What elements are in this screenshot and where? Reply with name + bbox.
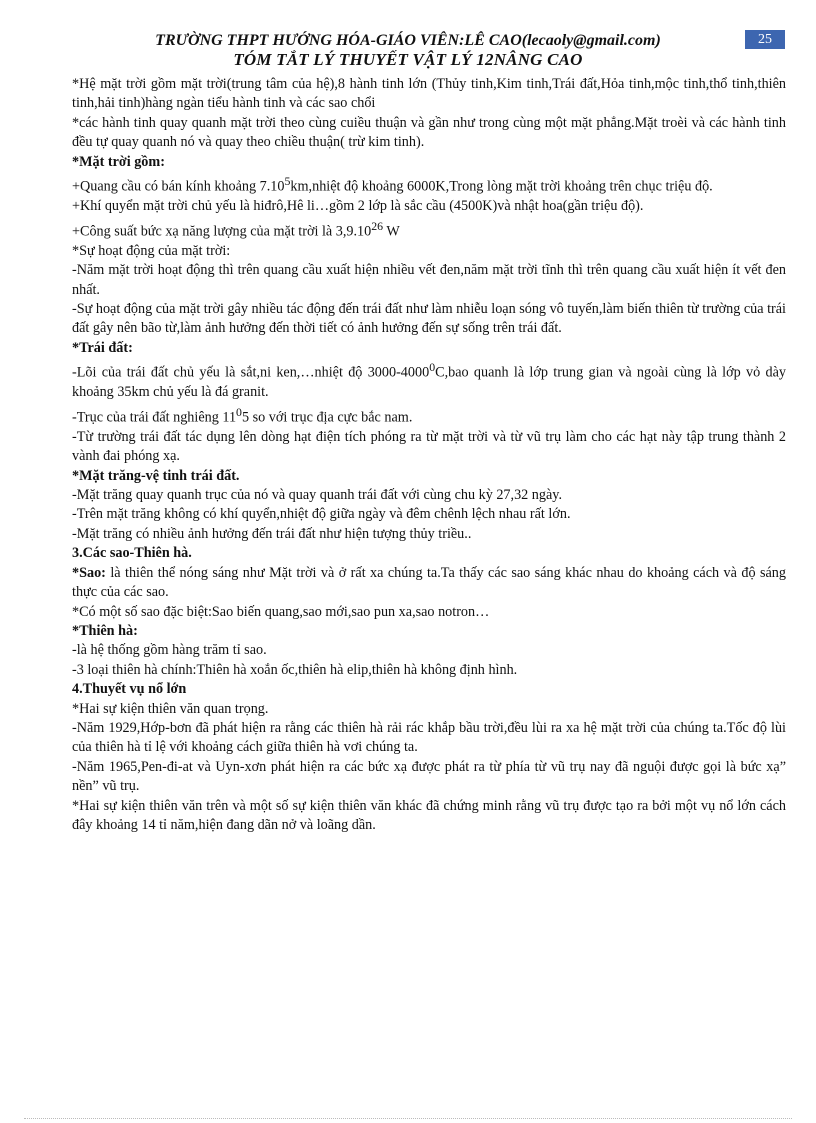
text-fragment: 5 so với trục địa cực bắc nam. (241, 409, 413, 426)
heading-moon: *Mặt trăng-vệ tinh trái đất. (72, 467, 240, 484)
paragraph-big-bang-2: -Năm 1929,Hớp-bơn đã phát hiện ra rằng các thiên hà rải rác khắp bầu trời,đều lùi ra xa hệ mặt trời của chúng ta.Tốc độ lùi của thiên hà tỉ lệ với khoảng cách giữa thiên hà vơi chúng ta. (72, 719, 786, 756)
text-fragment: W (383, 223, 400, 240)
paragraph-galaxy-1: -là hệ thống gồm hàng trăm tỉ sao. (72, 642, 267, 659)
paragraph-big-bang-3: -Năm 1965,Pen-đi-at và Uyn-xơn phát hiện ra các bức xạ được phát ra từ phía từ vũ trụ nay đã nguội được gọi là bức xạ” nền” vũ trụ. (72, 758, 786, 795)
page-header (0, 32, 816, 69)
text-fragment: là thiên thể nóng sáng như Mặt trời và ở rất xa chúng ta.Ta thấy các sao sáng khác nhau do khoảng cách và độ sáng thực của các sao. (72, 564, 786, 601)
text-fragment: -Lõi của trái đất chủ yếu là sắt,ni ken,…nhiệt độ 3000-4000 (72, 364, 430, 381)
superscript: 5 (284, 174, 291, 189)
paragraph-big-bang-1: *Hai sự kiện thiên văn quan trọng. (72, 700, 269, 717)
header-school-line: TRƯỜNG THPT HƯỚNG HÓA-GIÁO VIÊN:LÊ CAO(lecaoly@gmail.com) (155, 32, 661, 49)
page-bottom-divider (24, 1118, 792, 1119)
text-fragment: C,bao quanh là lớp trung gian và ngoài cùng là lớp vỏ dày khoảng 35km chủ yếu là đá granit. (72, 364, 786, 401)
paragraph-stars (72, 564, 786, 603)
paragraph-sun-power (72, 217, 786, 242)
text-fragment: +Công suất bức xạ năng lượng của mặt trời là 3,9.10 (72, 223, 372, 240)
heading-earth: *Trái đất: (72, 339, 133, 356)
paragraph-solar-system: *Hệ mặt trời gồm mặt trời(trung tâm của hệ),8 hành tinh lớn (Thủy tinh,Kim tinh,Trái đất,Hỏa tinh,mộc tinh,thổ tinh,thiên tinh,hải tinh)hàng ngàn tiểu hành tinh và các sao chổi (72, 76, 786, 112)
paragraph-earth-core (72, 358, 786, 403)
page-number: 25 (745, 30, 785, 49)
superscript: 0 (429, 360, 436, 375)
paragraph-moon-1: -Mặt trăng quay quanh trục của nó và quay quanh trái đất với cùng chu kỳ 27,32 ngày. (72, 487, 563, 504)
paragraph-sun-activity-2: -Sự hoạt động của mặt trời gây nhiều tác động đến trái đất như làm nhiễu loạn sóng vô tuyến,làm biến thiên từ trường của trái đất gây nên bão từ,làm ảnh hưởng đến thời tiết có ảnh hưởng đến sự sống trên trái đất. (72, 300, 786, 337)
superscript: 26 (371, 218, 384, 233)
heading-section-4: 4.Thuyết vụ nổ lớn (72, 681, 187, 698)
paragraph-planet-orbits: *các hành tinh quay quanh mặt trời theo cùng cuiều thuận và gần như trong cùng một mặt phẳng.Mặt troèi và các hành tinh đều tự quay quanh nó và quay theo chiều thuận( trừ kim tinh). (72, 114, 786, 151)
header-title: TÓM TẮT LÝ THUYẾT VẬT LÝ 12NÂNG CAO (233, 50, 583, 69)
paragraph-earth-magnetic: -Từ trường trái đất tác dụng lên dòng hạt điện tích phóng ra từ mặt trời và từ vũ trụ làm cho các hạt này tập trung thành 2 vành đai phóng xạ. (72, 428, 786, 465)
stars-label: *Sao: (72, 564, 106, 581)
heading-galaxy: *Thiên hà: (72, 622, 138, 639)
superscript: 0 (236, 404, 242, 419)
document-body (72, 75, 786, 835)
text-fragment: +Quang cầu có bán kính khoảng 7.10 (72, 178, 285, 195)
paragraph-sun-activity-heading: *Sự hoạt động của mặt trời: (72, 242, 231, 259)
heading-sun: *Mặt trời gồm: (72, 153, 165, 170)
paragraph-special-stars: *Có một số sao đặc biệt:Sao biến quang,sao mới,sao pun xa,sao notron… (72, 603, 490, 620)
heading-section-3: 3.Các sao-Thiên hà. (72, 545, 192, 562)
paragraph-sun-photosphere (72, 172, 786, 197)
paragraph-galaxy-2: -3 loại thiên hà chính:Thiên hà xoắn ốc,thiên hà elip,thiên hà không định hình. (72, 661, 518, 678)
text-fragment: -Trục của trái đất nghiêng 11 (72, 409, 237, 426)
paragraph-sun-activity-1: -Năm mặt trời hoạt động thì trên quang cầu xuất hiện nhiều vết đen,năm mặt trời tĩnh thì trên quang cầu xuất hiện ít vết đen nhất. (72, 262, 786, 298)
text-fragment: km,nhiệt độ khoảng 6000K,Trong lòng mặt trời khoảng trên chục triệu độ. (290, 178, 713, 195)
paragraph-moon-2: -Trên mặt trăng không có khí quyển,nhiệt độ giữa ngày và đêm chênh lệch nhau rất lớn. (72, 506, 571, 523)
paragraph-moon-3: -Mặt trăng có nhiều ảnh hưởng đến trái đất như hiện tượng thủy triều.. (72, 525, 472, 542)
paragraph-big-bang-4: *Hai sự kiện thiên văn trên và một số sự kiện thiên văn khác đã chứng minh rằng vũ trụ được tạo ra bởi một vụ nổ lớn cách đây khoảng 14 tỉ năm,hiện đang dãn nở và loãng dần. (72, 797, 786, 833)
paragraph-earth-axis (72, 403, 786, 428)
paragraph-sun-atmosphere: +Khí quyển mặt trời chủ yếu là hiđrô,Hê li…gồm 2 lớp là sắc cầu (4500K)và nhật hoa(gần triệu độ). (72, 198, 644, 215)
